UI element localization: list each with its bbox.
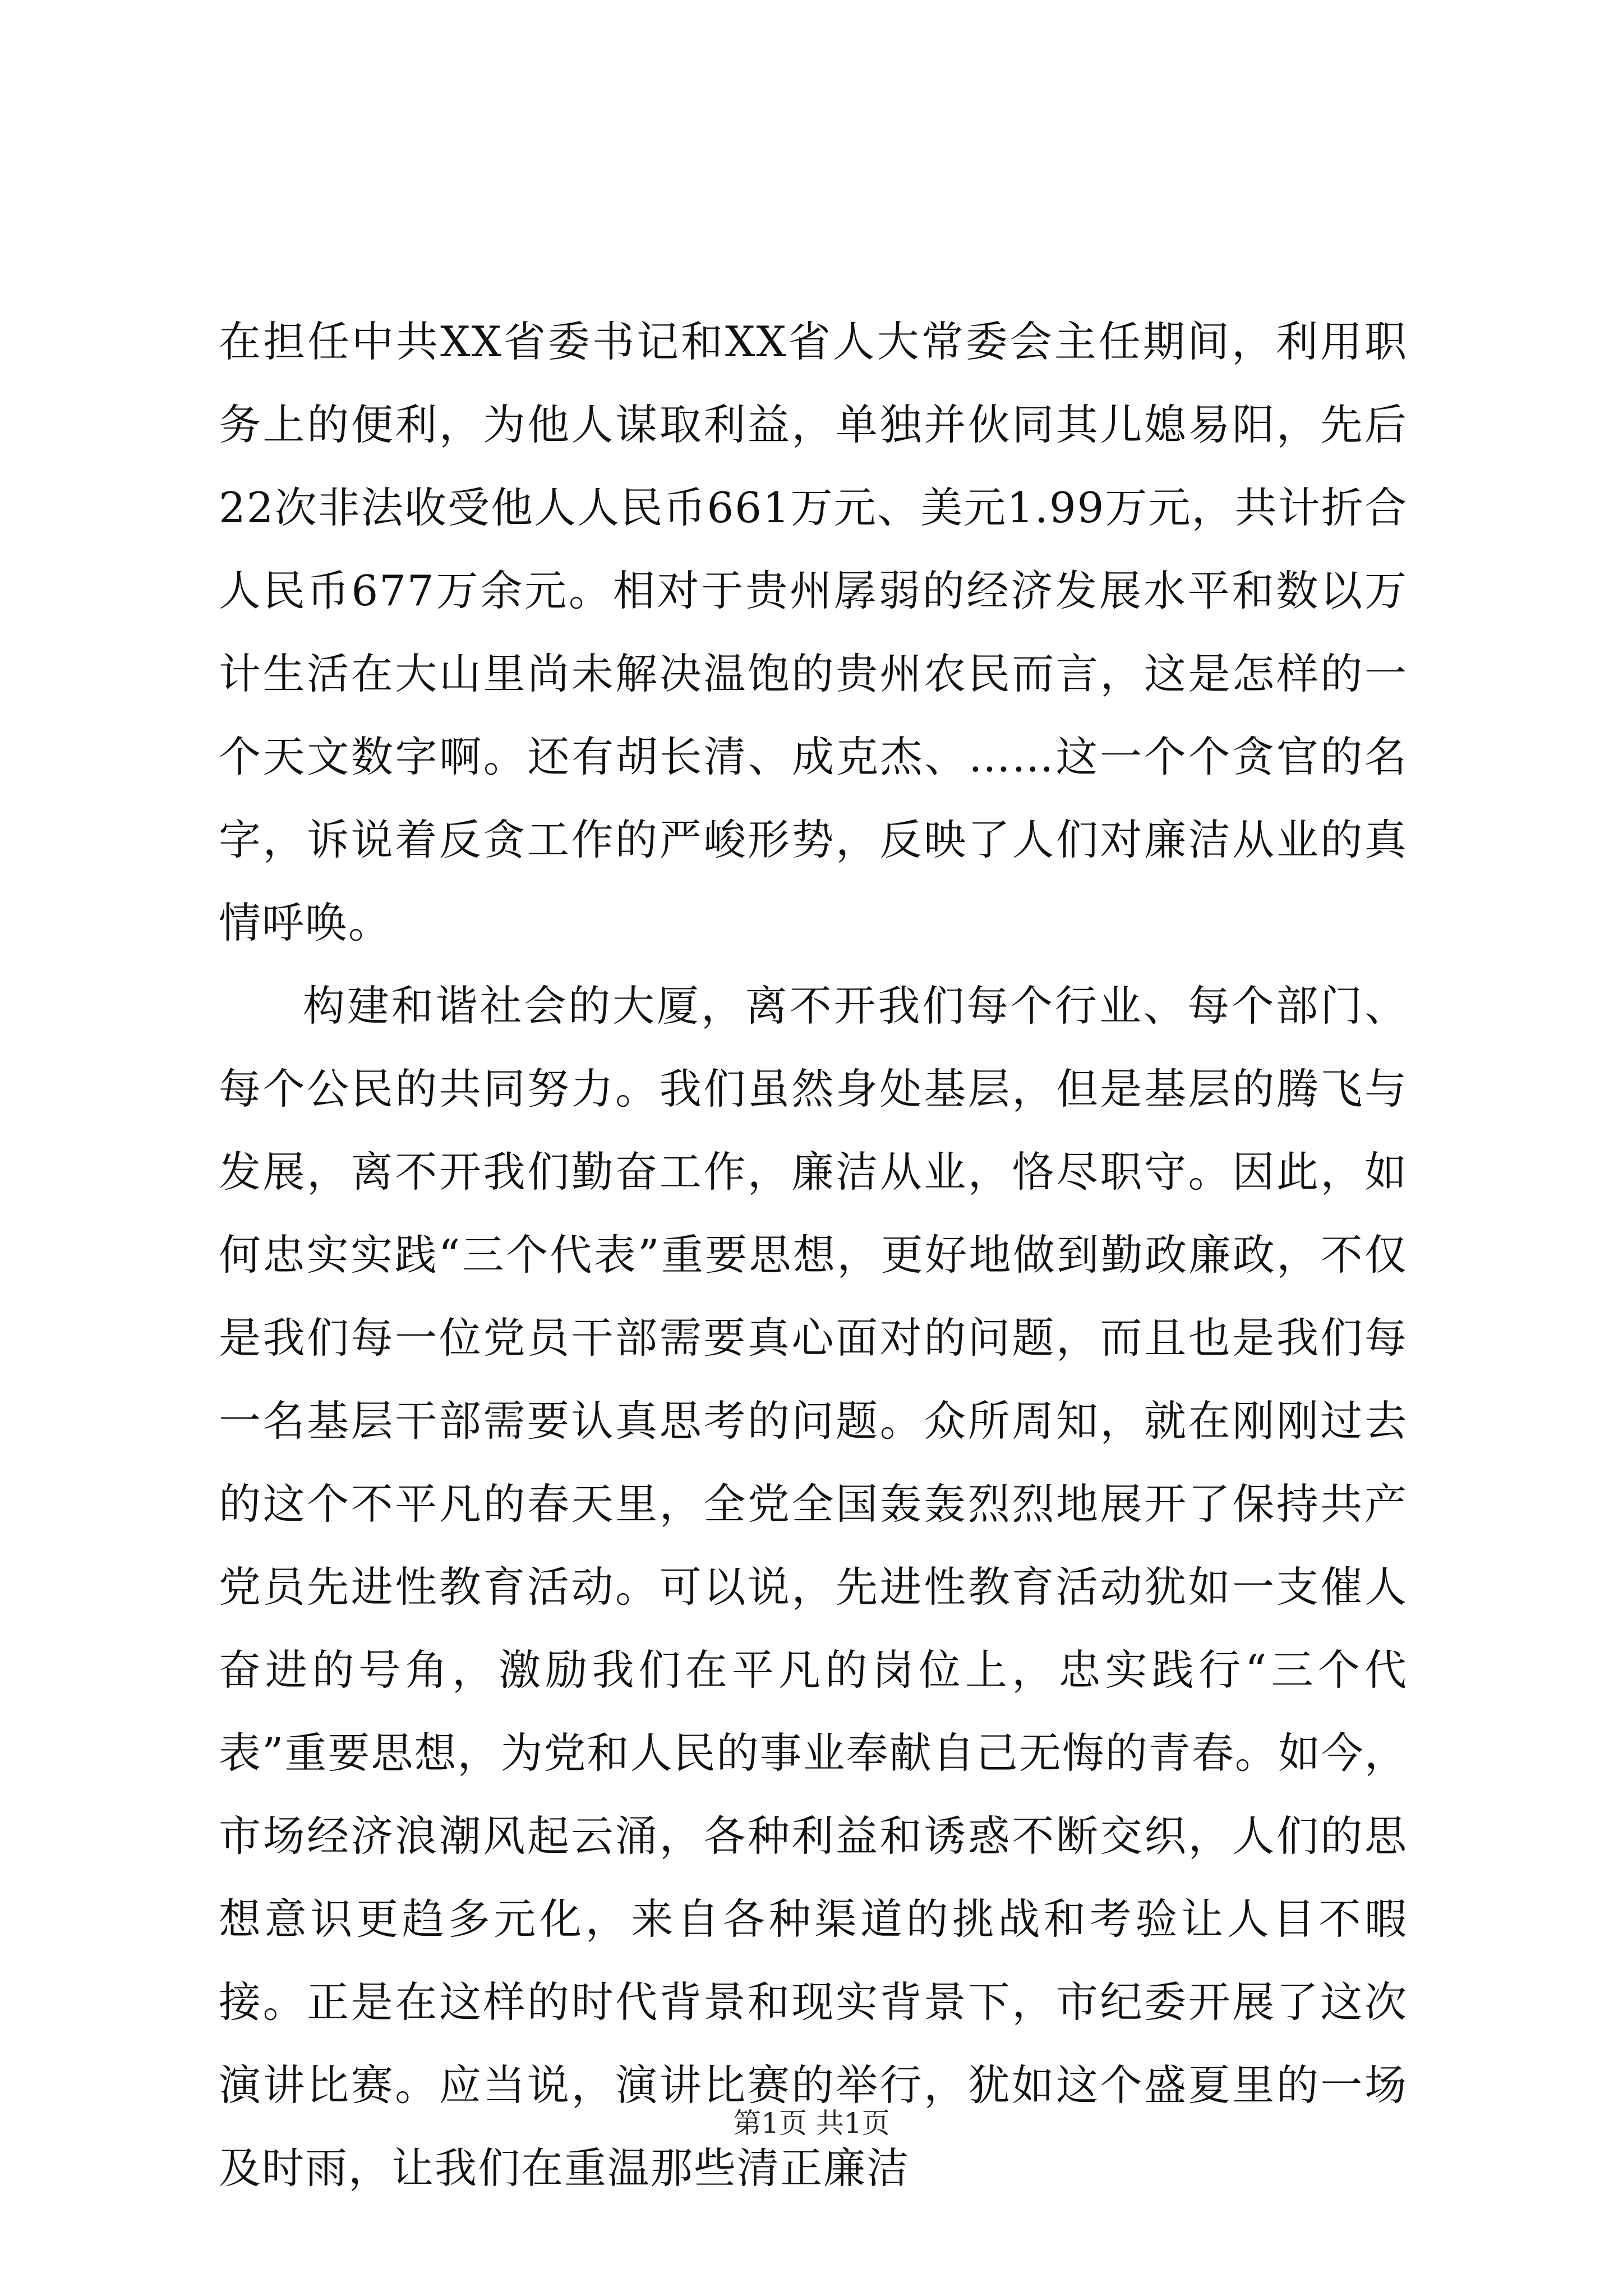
document-body xyxy=(219,300,1408,2210)
page-footer: 第1页 共1页 xyxy=(733,2107,890,2139)
paragraph-1: 在担任中共XX省委书记和XX省人大常委会主任期间，利用职务上的便利，为他人谋取利益，单独并伙同其儿媳易阳，先后22次非法收受他人人民币661万元、美元1.99万元，共计折合人民币677万余元。相对于贵州孱弱的经济发展水平和数以万计生活在大山里尚未解决温饱的贵州农民而言，这是怎样的一个天文数字啊。还有胡长清、成克杰、……这一个个贪官的名字，诉说着反贪工作的严峻形势，反映了人们对廉洁从业的真情呼唤。 xyxy=(219,317,1408,947)
paragraph-2: 构建和谐社会的大厦，离不开我们每个行业、每个部门、每个公民的共同努力。我们虽然身处基层，但是基层的腾飞与发展，离不开我们勤奋工作，廉洁从业，恪尽职守。因此，如何忠实实践“三个代表”重要思想，更好地做到勤政廉政，不仅是我们每一位党员干部需要真心面对的问题，而且也是我们每一名基层干部需要认真思考的问题。众所周知，就在刚刚过去的这个不平凡的春天里，全党全国轰轰烈烈地展开了保持共产党员先进性教育活动。可以说，先进性教育活动犹如一支催人奋进的号角，激励我们在平凡的岗位上，忠实践行“三个代表”重要思想，为党和人民的事业奉献自己无悔的青春。如今，市场经济浪潮风起云涌，各种利益和诱惑不断交织，人们的思想意识更趋多元化，来自各种渠道的挑战和考验让人目不暇接。正是在这样的时代背景和现实背景下，市纪委开展了这次演讲比赛。应当说，演讲比赛的举行，犹如这个盛夏里的一场及时雨，让我们在重温那些清正廉洁 xyxy=(219,981,1408,2193)
